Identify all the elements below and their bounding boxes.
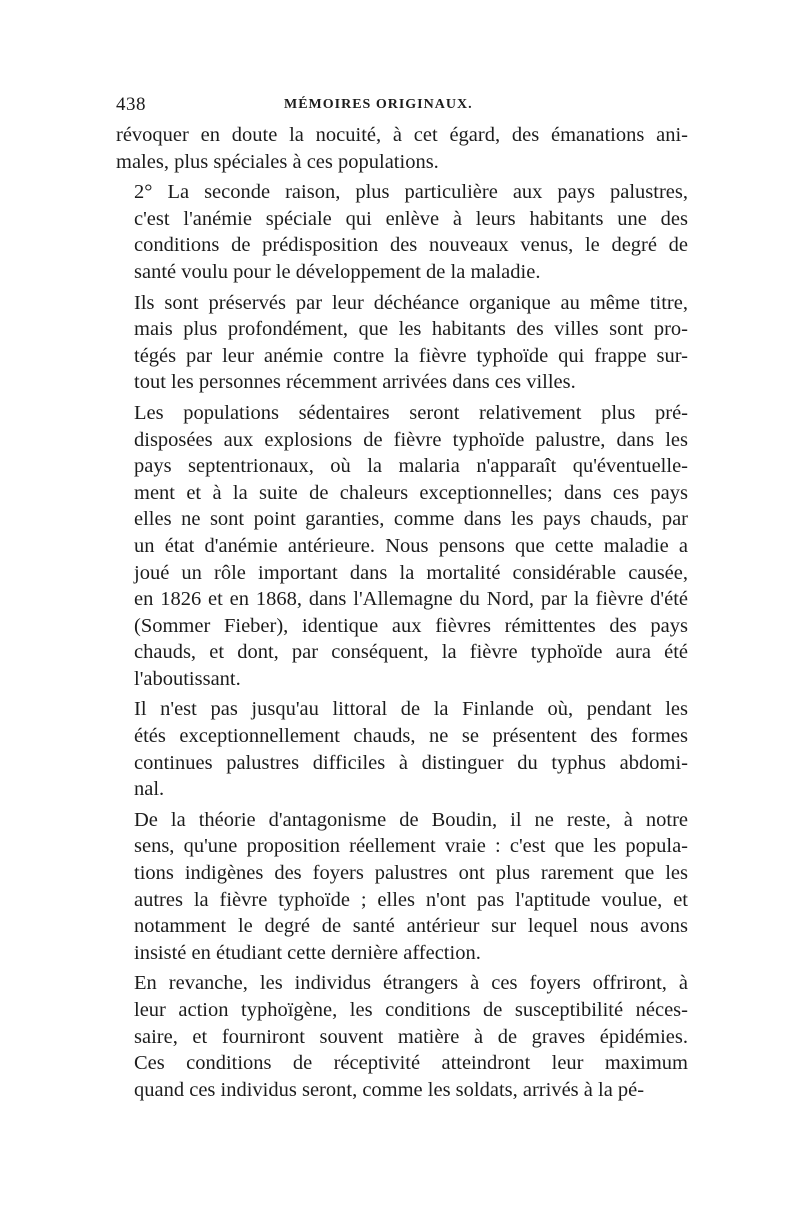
text-line: mais plus profondément, que les habitants des villes sont pro- [134, 318, 688, 341]
text-line: autres la fièvre typhoïde ; elles n'ont pas l'aptitude voulue, et [134, 888, 688, 911]
paragraph [116, 696, 688, 802]
text-line: chauds, et dont, par conséquent, la fièvre typhoïde aura été [134, 641, 688, 664]
text-line: étés exceptionnellement chauds, ne se présentent des formes [134, 725, 688, 748]
text-line: insisté en étudiant cette dernière affection. [134, 941, 481, 964]
text-line: c'est l'anémie spéciale qui enlève à leurs habitants une des [134, 207, 688, 230]
body-text [116, 122, 688, 1103]
text-line: santé voulu pour le développement de la maladie. [134, 260, 541, 283]
text-line: De la théorie d'antagonisme de Boudin, il ne reste, à notre [134, 808, 688, 831]
text-line: joué un rôle important dans la mortalité considérable causée, [134, 561, 688, 584]
text-line: en 1826 et en 1868, dans l'Allemagne du Nord, par la fièvre d'été [134, 588, 688, 611]
text-line: tions indigènes des foyers palustres ont plus rarement que les [134, 862, 688, 885]
page-header [116, 94, 688, 122]
text-line: nal. [134, 778, 165, 801]
running-head: MÉMOIRES ORIGINAUX. [284, 97, 473, 112]
text-line: sens, qu'une proposition réellement vraie : c'est que les popula- [134, 835, 688, 858]
book-page [116, 94, 688, 1107]
text-line: disposées aux explosions de fièvre typhoïde palustre, dans les [134, 428, 688, 451]
text-line: Il n'est pas jusqu'au littoral de la Finlande où, pendant les [134, 698, 688, 721]
paragraph [116, 400, 688, 693]
text-line: continues palustres difficiles à distinguer du typhus abdomi- [134, 751, 688, 774]
text-line: saire, et fourniront souvent matière à de graves épidémies. [134, 1025, 688, 1048]
paragraph [116, 970, 688, 1103]
paragraph [116, 807, 688, 967]
text-line: 2° La seconde raison, plus particulière aux pays palustres, [134, 181, 688, 204]
text-line: Ils sont préservés par leur déchéance organique au même titre, [134, 291, 688, 314]
text-line: conditions de prédisposition des nouveaux venus, le degré de [134, 234, 688, 257]
text-line: tégés par leur anémie contre la fièvre typhoïde qui frappe sur- [134, 344, 688, 367]
text-line: leur action typhoïgène, les conditions de susceptibilité néces- [134, 999, 688, 1021]
text-line: révoquer en doute la nocuité, à cet égard, des émanations ani- [116, 124, 688, 146]
text-line: males, plus spéciales à ces populations. [116, 150, 439, 173]
text-line: Ces conditions de réceptivité atteindront leur maximum [134, 1052, 688, 1075]
text-line: ment et à la suite de chaleurs exceptionnelles; dans ces pays [134, 481, 688, 504]
text-line: quand ces individus seront, comme les soldats, arrivés à la pé- [134, 1078, 645, 1101]
page-number: 438 [116, 94, 146, 115]
text-line: pays septentrionaux, où la malaria n'apparaît qu'éventuelle- [134, 455, 688, 478]
text-line: un état d'anémie antérieure. Nous pensons que cette maladie a [134, 534, 688, 557]
text-line: (Sommer Fieber), identique aux fièvres rémittentes des pays [134, 614, 688, 637]
paragraph [116, 179, 688, 285]
text-line: En revanche, les individus étrangers à ces foyers offriront, à [134, 972, 688, 995]
text-line: elles ne sont point garanties, comme dans les pays chauds, par [134, 508, 688, 531]
text-line: Les populations sédentaires seront relativement plus pré- [134, 401, 688, 424]
text-line: l'aboutissant. [134, 667, 241, 690]
paragraph [116, 290, 688, 396]
text-line: tout les personnes récemment arrivées dans ces villes. [134, 371, 576, 394]
paragraph [116, 122, 688, 175]
text-line: notamment le degré de santé antérieur sur lequel nous avons [134, 915, 688, 938]
